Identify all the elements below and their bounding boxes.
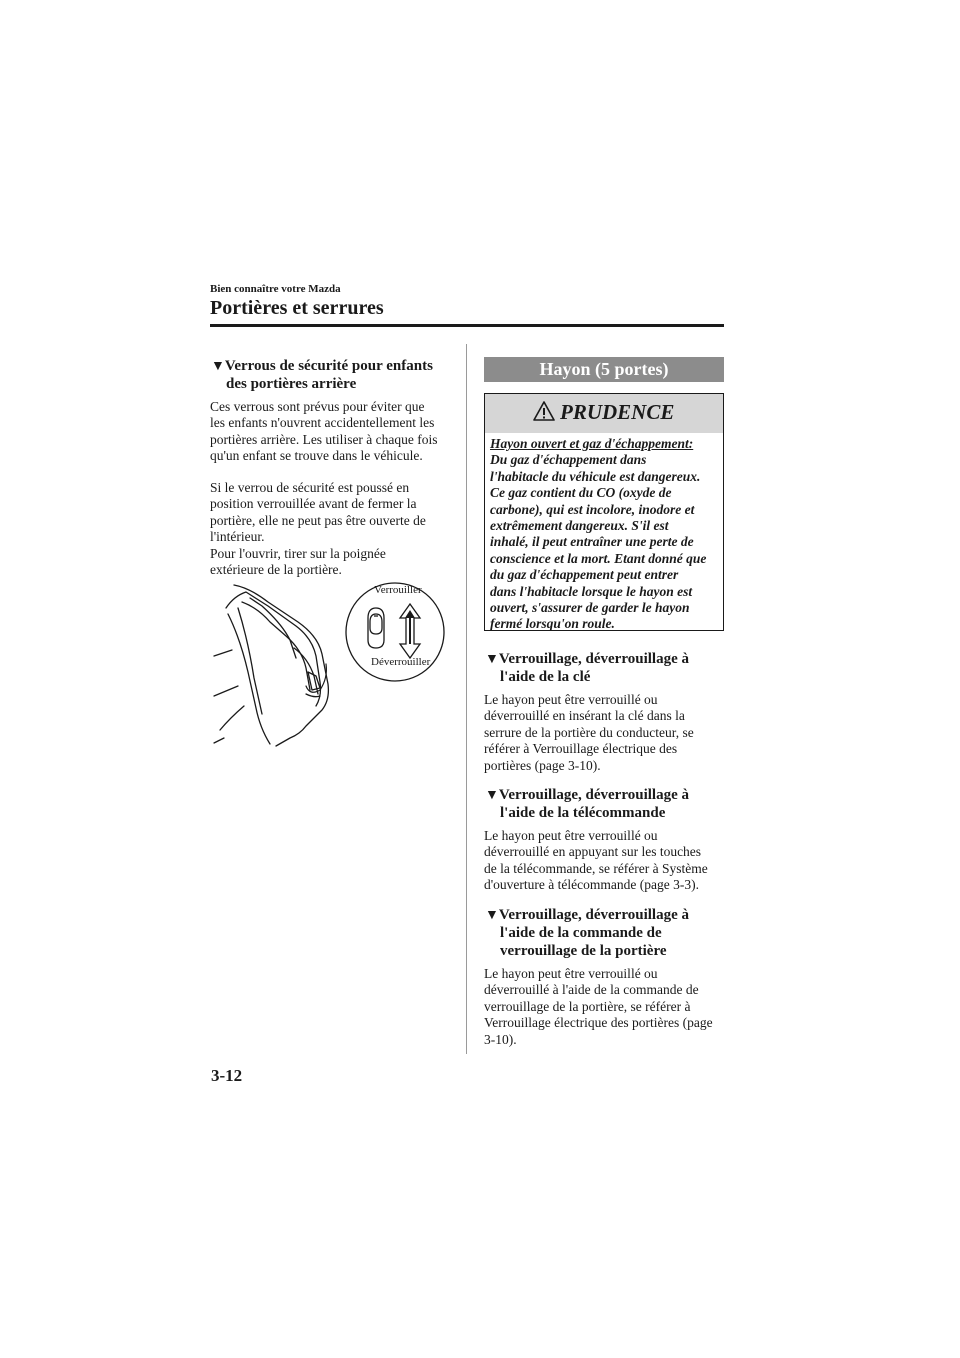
heading-line: Verrouillage, déverrouillage à [498, 787, 689, 803]
page-number: 3-12 [211, 1066, 243, 1085]
text-line: d'ouverture à télécommande (page 3-3). [484, 877, 699, 893]
text-line: ouvert, s'assurer de garder le hayon [490, 600, 690, 616]
text-line: Le hayon peut être verrouillé ou [484, 692, 658, 707]
heading-line: l'aide de la télécommande [500, 805, 666, 821]
paragraph-child-locks-1 [210, 399, 460, 465]
text-line: extérieure de la portière. [210, 562, 342, 578]
text-line: qu'un enfant se trouve dans le véhicule. [210, 448, 423, 464]
paragraph-switch-lock [484, 966, 724, 1048]
text-line: carbone), qui est incolore, inodore et [490, 501, 695, 517]
text-line: Le hayon peut être verrouillé ou [484, 828, 658, 843]
text-line: Ces verrous sont prévus pour éviter que [210, 399, 425, 414]
text-line: Ce gaz contient du CO (oxyde de [490, 485, 672, 501]
triangle-down-icon: ▼ [211, 359, 225, 374]
caution-text [490, 436, 722, 633]
text-line: portière, elle ne peut pas être ouverte de [210, 512, 426, 528]
text-line: dans l'habitacle lorsque le hayon est [490, 583, 693, 599]
text-line: extrêmement dangereux. S'il est [490, 518, 669, 534]
caution-lead: Hayon ouvert et gaz d'échappement: [490, 436, 694, 451]
text-line: Le hayon peut être verrouillé ou [484, 966, 658, 981]
caution-title: PRUDENCE [560, 400, 675, 424]
triangle-down-icon: ▼ [485, 788, 499, 803]
heading-line: l'aide de la clé [500, 669, 591, 685]
text-line: déverrouillé en insérant la clé dans la [484, 708, 685, 724]
text-line: portières arrière. Les utiliser à chaque fois [210, 431, 438, 447]
text-line: référer à Verrouillage électrique des [484, 741, 678, 757]
text-line: déverrouillé en appuyant sur les touches [484, 844, 702, 860]
text-line: du gaz d'échappement peut entrer [490, 567, 679, 583]
text-line: Du gaz d'échappement dans [490, 452, 647, 468]
paragraph-remote-lock [484, 828, 724, 894]
text-line: Pour l'ouvrir, tirer sur la poignée [210, 545, 386, 561]
heading-line: Verrouillage, déverrouillage à [498, 651, 689, 667]
paragraph-child-locks-2 [210, 480, 460, 578]
label-unlock: Déverrouiller [371, 656, 431, 668]
text-line: verrouillage de la portière, se référer à [484, 998, 691, 1014]
text-line: 3-10). [484, 1031, 517, 1047]
text-line: serrure de la portière du conducteur, se [484, 724, 694, 740]
text-line: conscience et la mort. Etant donné que [490, 550, 707, 566]
text-line: inhalé, il peut entraîner une perte de [490, 534, 694, 550]
heading-child-locks [211, 357, 433, 376]
text-line: portières (page 3-10). [484, 757, 601, 773]
text-line: fermé lorsqu'on roule. [490, 616, 615, 632]
section-banner: Hayon (5 portes) [484, 357, 724, 382]
text-line: Verrouillage électrique des portières (page [484, 1015, 713, 1031]
text-line: déverrouillé à l'aide de la commande de [484, 982, 699, 998]
heading-switch-lock [485, 906, 689, 925]
header-rule [210, 324, 724, 327]
text-line: position verrouillée avant de fermer la [210, 496, 417, 512]
text-line: Si le verrou de sécurité est poussé en [210, 480, 410, 495]
heading-line: verrouillage de la portière [500, 943, 667, 959]
heading-line: Verrouillage, déverrouillage à [498, 907, 689, 923]
heading-key-lock [485, 650, 689, 669]
paragraph-key-lock [484, 692, 724, 774]
child-lock-illustration [210, 578, 450, 753]
column-divider [466, 344, 467, 1054]
heading-remote-lock [485, 786, 689, 805]
text-line: les enfants n'ouvrent accidentellement les [210, 415, 435, 431]
heading-line: Verrous de sécurité pour enfants [224, 358, 433, 374]
text-line: l'habitacle du véhicule est dangereux. [490, 468, 701, 484]
heading-line: des portières arrière [226, 376, 357, 392]
text-line: l'intérieur. [210, 529, 265, 545]
triangle-down-icon: ▼ [485, 652, 499, 667]
text-line: de la télécommande, se référer à Système [484, 860, 708, 876]
page-title: Portières et serrures [210, 297, 384, 319]
triangle-down-icon: ▼ [485, 908, 499, 923]
warning-triangle-icon [533, 401, 555, 421]
label-lock: Verrouiller [374, 584, 422, 596]
section-label: Bien connaître votre Mazda [210, 283, 341, 295]
heading-line: l'aide de la commande de [500, 925, 662, 941]
